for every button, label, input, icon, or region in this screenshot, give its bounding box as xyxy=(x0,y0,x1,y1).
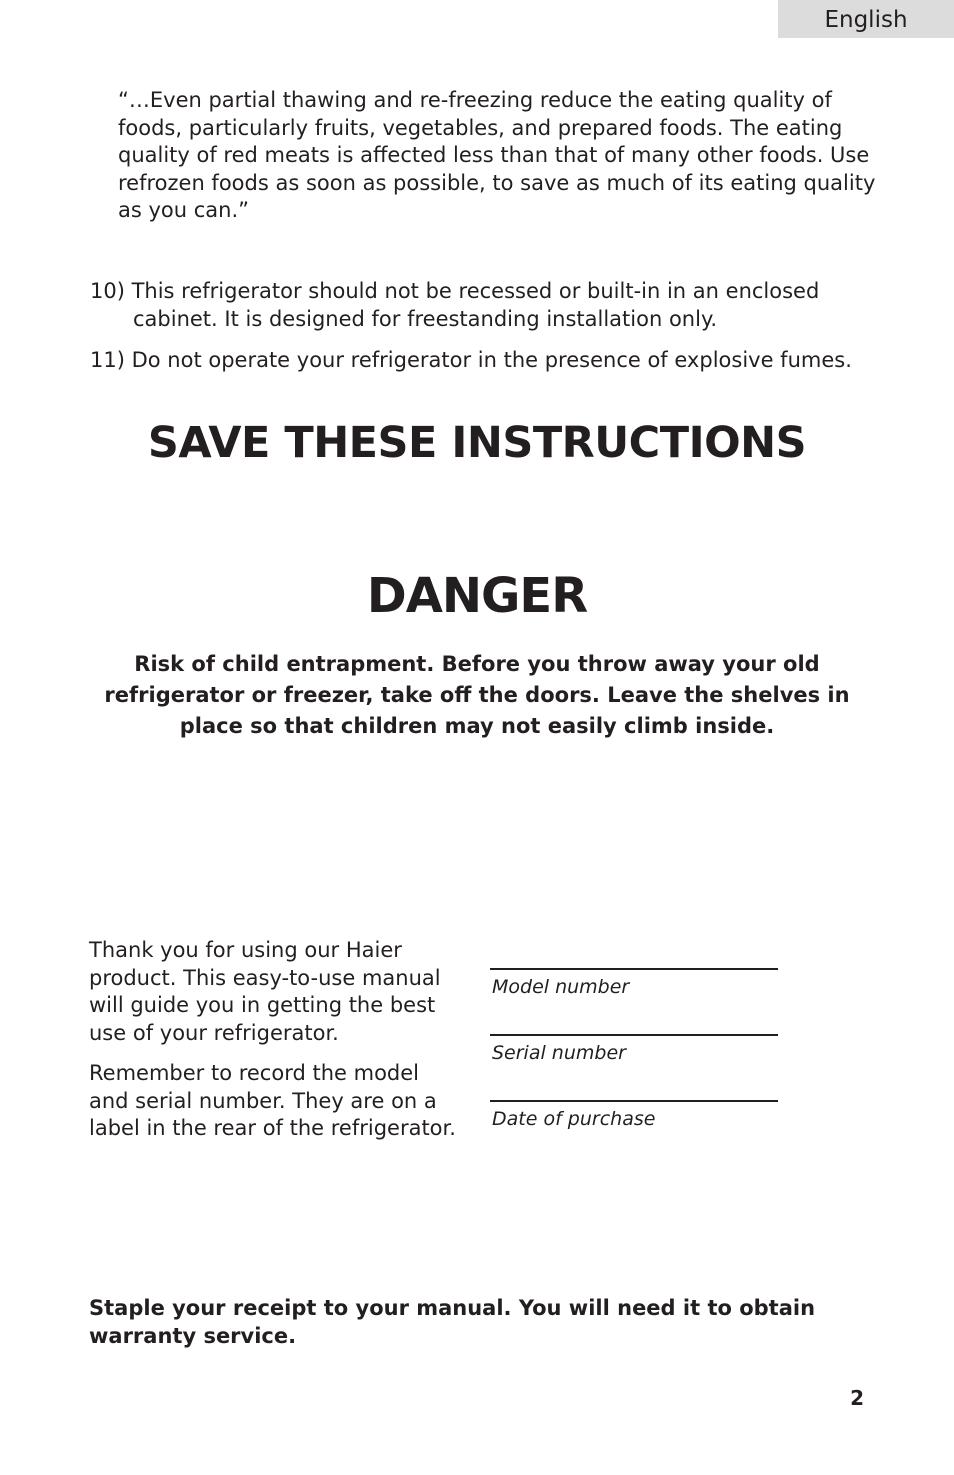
danger-warning-text: Risk of child entrapment. Before you throw away your old refrigerator or freezer, take off the doors. Leave the shelves in place so that children may not easily climb inside. xyxy=(104,652,850,738)
date-of-purchase-field xyxy=(490,1100,778,1130)
model-number-label: Model number xyxy=(492,976,630,998)
thank-you-paragraph: Thank you for using our Haier product. This easy-to-use manual will guide you in getting the best use of your refrigerator. xyxy=(89,938,441,1045)
staple-receipt-note: Staple your receipt to your manual. You will need it to obtain warranty service. xyxy=(89,1296,816,1348)
danger-heading: DANGER xyxy=(366,568,588,624)
serial-number-field xyxy=(490,1034,778,1064)
save-instructions-heading: SAVE THESE INSTRUCTIONS xyxy=(147,418,807,468)
language-tab: English xyxy=(778,0,954,38)
serial-number-label: Serial number xyxy=(492,1042,626,1064)
usda-quote: “…Even partial thawing and re-freezing reduce the eating quality of foods, particularly fruits, vegetables, and prepared foods. The eating quality of red meats is affected less than that of many other foods. Use refrozen foods as soon as possible, to save as much of its eating quality as you can.” xyxy=(118,88,876,222)
date-of-purchase-label: Date of purchase xyxy=(492,1108,656,1130)
instruction-item-11: 11) Do not operate your refrigerator in the presence of explosive fumes. xyxy=(90,348,852,372)
page-number: 2 xyxy=(850,1386,864,1410)
record-reminder-paragraph: Remember to record the model and serial number. They are on a label in the rear of the refrigerator. xyxy=(89,1061,456,1140)
model-number-field xyxy=(490,968,778,998)
instruction-item-10: 10) This refrigerator should not be recessed or built-in in an enclosed cabinet. It is designed for freestanding installation only. xyxy=(90,279,820,331)
